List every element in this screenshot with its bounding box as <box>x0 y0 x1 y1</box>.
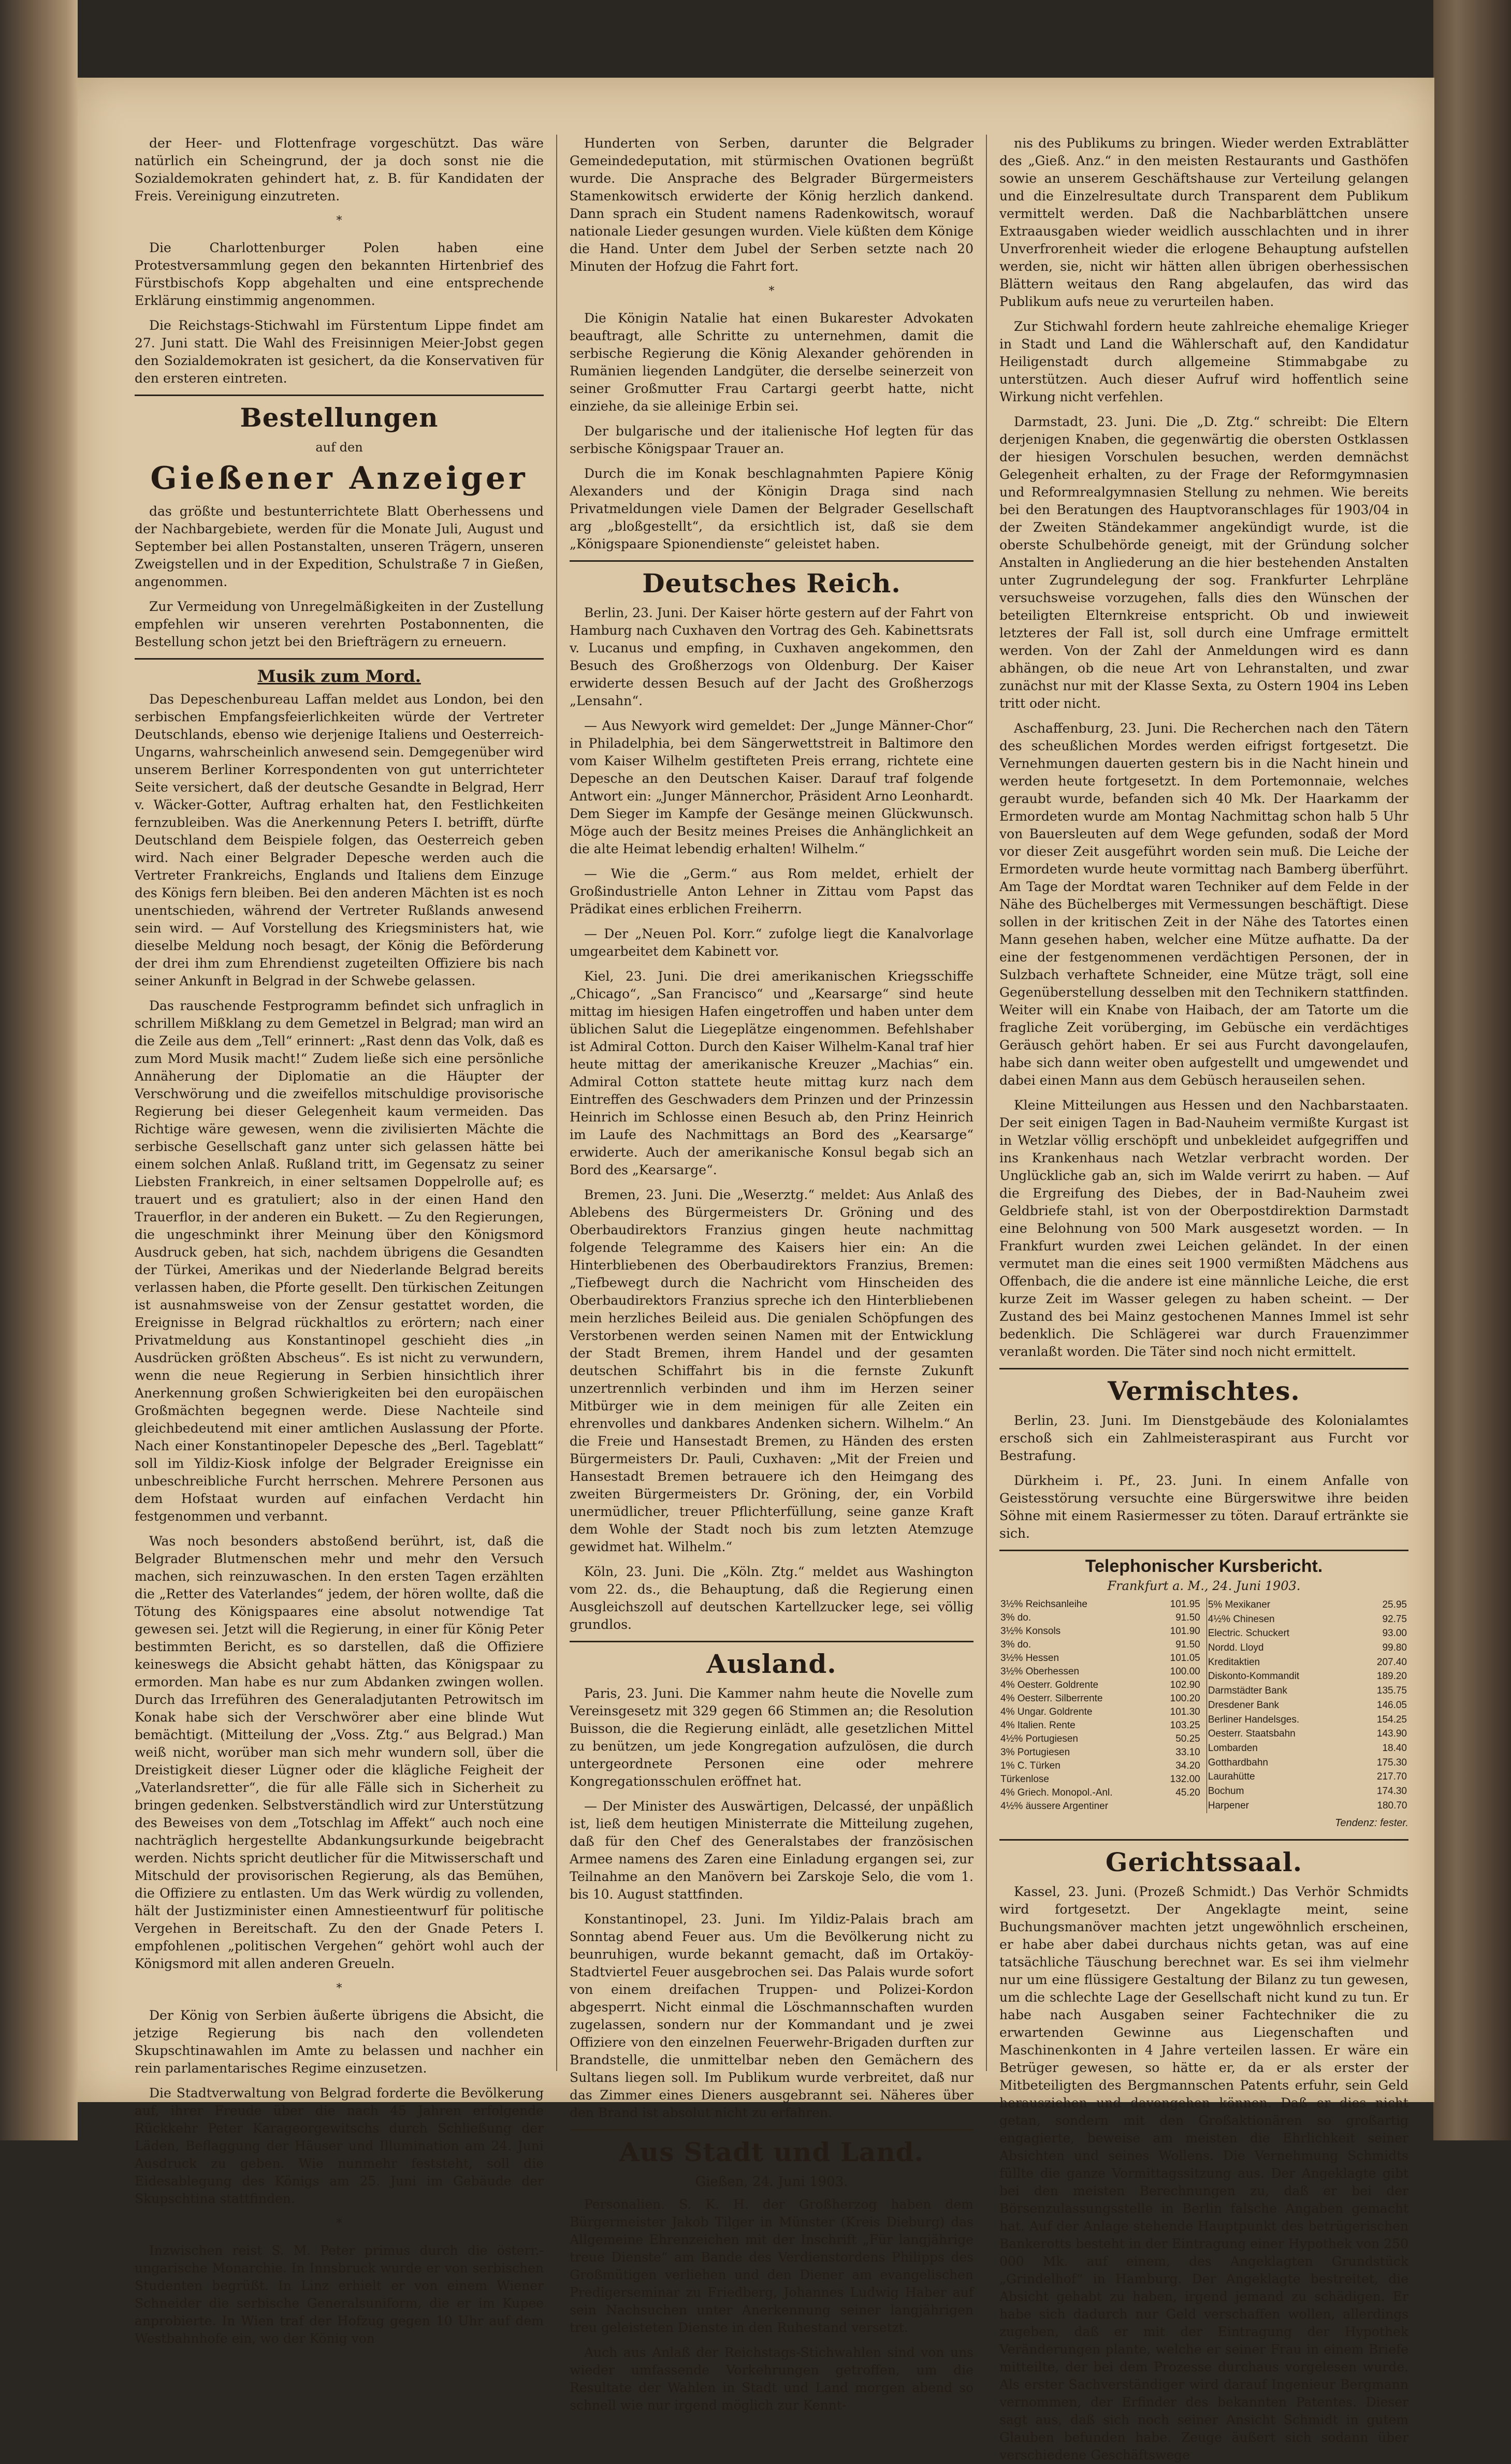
stock-row <box>999 1638 1201 1652</box>
stock-price: 143.90 <box>1376 1728 1407 1740</box>
section-rule <box>570 1641 974 1642</box>
section-rule <box>999 1550 1408 1551</box>
stock-row <box>1207 1655 1408 1670</box>
advertisement-subline: auf den <box>315 440 363 455</box>
stock-price: 50.25 <box>1175 1733 1200 1744</box>
article-paragraph: Das rauschende Festprogramm befindet sich unfraglich in schrillem Mißklang zu dem Gemetzel in Belgrad; man wird an die Zeile aus dem „Tell“ erinnert: „Rast denn das Volk, daß es zum Mord Musik macht!“ Zudem ließe sich eine persönliche Annäherung der Diplomatie an die Häupter der Verschwörung und die zweifellos mitschuldige provisorische Regierung bei dieser Gelegenheit kaum vermeiden. Das Richtige wäre gewesen, wenn die zivilisierten Mächte die serbische Gesellschaft ganz unter sich gelassen hätte bei einem solchen Anlaß. Rußland tritt, im Gegensatz zu seiner Liebsten Frankreich, in einer seltsamen Doppelrolle auf; es trauert und es gratuliert; also in der einen Hand den Trauerflor, in der anderen ein Bukett. — Zu den Regierungen, die ungeschminkt ihrer Meinung über den Königsmord Ausdruck geben, hat sich, nachdem übrigens die Gesandten der Türkei, Amerikas und der Niederlande Belgrad bereits verlassen haben, die Pforte gesellt. Den türkischen Zeitungen ist ausnahmsweise von der Zensur gestattet worden, die Ereignisse in Belgrad rückhaltlos zu erörtern; nach einer Privatmeldung aus Konstantinopel geschieht dies „in Ausdrücken größten Abscheus“. Es ist nicht zu verwundern, wenn die neue Regierung in Serbien hinsichtlich ihrer Anerkennung großen Schwierigkeiten bei den europäischen Großmächten begegnen werde. Diese Nachteile sind gleichbedeutend mit einer amtlichen Auslassung der Pforte. Nach einer Konstantinopeler Depesche des „Berl. Tageblatt“ soll im Yildiz-Kiosk infolge der Belgrader Ereignisse ein unbeschreibliche Furcht herrschen. Mehrere Personen aus dem Hofstaat wurden auf einfachen Verdacht hin festgenommen und verbannt. <box>135 998 544 1524</box>
article-paragraph: Inzwischen reist S. M. Peter primus durch die österr.-ungarische Monarchie. In Innsbruck wurde er von serbischen Studenten begrüßt. In Linz erhielt er von einem Wiener Schneider die serbische Generalsuniform, die er im Kupee anprobierte. In Wien traf der Hofzug gegen 10 Uhr auf dem Westbahnhofe ein, wo der König von <box>135 2243 544 2346</box>
stock-price <box>1157 1800 1201 1813</box>
stock-price: 34.20 <box>1175 1760 1200 1771</box>
stock-price: 101.90 <box>1170 1626 1200 1637</box>
stock-price: 135.75 <box>1376 1685 1407 1697</box>
separator-star: * <box>768 285 775 298</box>
stock-price: 91.50 <box>1175 1612 1200 1623</box>
stock-row <box>1207 1784 1408 1799</box>
stock-row <box>999 1759 1201 1773</box>
stock-row <box>999 1598 1201 1611</box>
stock-row <box>1207 1598 1408 1612</box>
article-paragraph: Durch die im Konak beschlagnahmten Papiere König Alexanders und der Königin Draga sind nach Privatmeldungen viele Damen der Belgrader Gesellschaft arg „bloßgestellt“, da ersichtlich ist, daß sie dem „Königspaare Spionendienste“ geleistet haben. <box>570 466 974 551</box>
article-paragraph: Hunderten von Serben, darunter die Belgrader Gemeindedeputation, mit stürmischen Ovationen begrüßt wurde. Die Ansprache des Belgrader Bürgermeisters Stamenkowitsch erwiderte der König herzlich dankend. Dann sprach ein Student namens Radenkowitsch, worauf nationale Lieder gesungen wurden. Viele küßten dem Könige die Hand. Unter dem Jubel der Serben setzte nach 20 Minuten der Hofzug die Fahrt fort. <box>570 136 974 274</box>
stock-row <box>999 1692 1201 1705</box>
stock-table-left <box>999 1598 1201 1813</box>
section-rule <box>570 2129 974 2131</box>
stock-row <box>999 1705 1201 1719</box>
stock-row <box>999 1652 1201 1665</box>
article-paragraph: — Aus Newyork wird gemeldet: Der „Junge Männer-Chor“ in Philadelphia, bei dem Sängerwettstreit in Baltimore den vom Kaiser Wilhelm gestifteten Preis errang, richtete eine Depesche an den Deutschen Kaiser. Darauf traf folgende Antwort ein: „Junger Männerchor, Präsident Arno Leonhardt. Dem Sieger im Kampfe der Gesänge meinen Glückwunsch. Möge auch der Besitz meines Preises die Anhänglichkeit an die alte Heimat lebendig erhalten! Wilhelm.“ <box>570 718 974 856</box>
stock-name: 3% do. <box>1000 1639 1031 1650</box>
stock-row <box>1207 1612 1408 1627</box>
book-gutter-left <box>0 0 78 2140</box>
section-heading: Ausland. <box>706 1649 837 1679</box>
stock-row <box>1207 1626 1408 1641</box>
section-heading: Aus Stadt und Land. <box>619 2137 924 2167</box>
stock-name: Gotthardbahn <box>1208 1757 1268 1768</box>
advertisement-text: Zur Vermeidung von Unregelmäßigkeiten in der Zustellung empfehlen wir unseren verehrten Postabonnenten, die Bestellung schon jetzt bei den Briefträgern zu erneuern. <box>135 599 544 649</box>
article-paragraph: Das Depeschenbureau Laffan meldet aus London, bei den serbischen Empfangsfeierlichkeiten würde der Vertreter Deutschlands, ebenso wie derjenige Italiens und Oesterreich-Ungarns, wahrscheinlich anwesend sein. Demgegenüber wird unserem Berliner Korrespondenten von gut unterrichteter Seite versichert, daß der deutsche Gesandte in Belgrad, Herr v. Wäcker-Gotter, Auftrag erhalten hat, den Festlichkeiten fernzubleiben. Was die Anerkennung Peters I. betrifft, dürfte Deutschland dem Beispiele folgen, das Oesterreich geben wird. Nach einer Belgrader Depesche werden auch die Vertreter Frankreichs, Englands und Italiens dem Einzuge des Königs fern bleiben. Bei den anderen Mächten ist es noch unentschieden, während der Vertreter Rußlands anwesend sein wird. — Auf Vorstellung des Kriegsministers hat, wie dieselbe Meldung noch besagt, der König die Beförderung der drei ihm zum Ehrendienst zugeteilten Offiziere bis nach seiner Ankunft in Belgrad in der Schwebe gelassen. <box>135 692 544 988</box>
stock-price: 33.10 <box>1175 1747 1200 1758</box>
stock-price: 103.25 <box>1170 1720 1200 1731</box>
stock-row <box>1207 1670 1408 1684</box>
stock-price: 100.00 <box>1170 1666 1200 1677</box>
article-paragraph: Die Reichstags-Stichwahl im Fürstentum Lippe findet am 27. Juni statt. Die Wahl des Freisinnigen Meier-Jobst gegen den Sozialdemokraten ist gesichert, da die Konservativen für den ersteren eintreten. <box>135 318 544 386</box>
stock-name: 1% C. Türken <box>1000 1760 1060 1771</box>
stock-row <box>1207 1756 1408 1770</box>
stock-row <box>1207 1641 1408 1655</box>
section-rule <box>999 1839 1408 1841</box>
section-rule <box>999 1368 1408 1369</box>
stock-name: 4½% Chinesen <box>1208 1613 1275 1625</box>
dateline: Gießen, 24. Juni 1903. <box>695 2174 848 2190</box>
article-paragraph: Auch aus Anlaß der Reichstags-Stichwahlen sind von uns wieder umfassende Vorkehrungen getroffen, um die Resultate der Wahlen in Stadt und Land morgen abend so schnell wie nur irgend möglich zur Kennt- <box>570 2345 974 2413</box>
article-paragraph: Dürkheim i. Pf., 23. Juni. In einem Anfalle von Geistesstörung versuchte eine Bürgerswitwe ihre beiden Söhne mit einem Rasiermesser zu töten. Darauf ertränkte sie sich. <box>999 1473 1408 1541</box>
stock-name: Electric. Schuckert <box>1208 1628 1290 1639</box>
column-divider <box>986 135 987 2071</box>
stock-name: 4½% äussere Argentiner <box>1000 1801 1109 1812</box>
stock-price: 132.00 <box>1170 1774 1200 1785</box>
stock-table-right <box>1207 1598 1408 1813</box>
section-rule <box>570 560 974 562</box>
article-paragraph: Die Charlottenburger Polen haben eine Protestversammlung gegen den bekannten Hirtenbrief des Fürstbischofs Kopp abgehalten und eine entsprechende Erklärung einstimmig angenommen. <box>135 240 544 308</box>
section-rule <box>135 658 544 660</box>
newspaper-page <box>78 78 1434 2462</box>
stock-name: Nordd. Lloyd <box>1208 1642 1264 1654</box>
stock-report-title: Telephonischer Kursbericht. <box>1085 1556 1323 1576</box>
stock-name: 5% Mexikaner <box>1208 1599 1271 1610</box>
stock-price: 180.70 <box>1377 1800 1407 1812</box>
stock-row <box>1207 1713 1408 1727</box>
stock-price: 217.70 <box>1376 1771 1407 1783</box>
section-heading: Gerichtssaal. <box>1105 1847 1303 1877</box>
article-paragraph: Köln, 23. Juni. Die „Köln. Ztg.“ meldet aus Washington vom 22. ds., die Behauptung, daß die Regierung einen Ausgleichszoll auf deutschen Kartellzucker lege, sei völlig grundlos. <box>570 1564 974 1632</box>
stock-price: 101.30 <box>1170 1707 1200 1717</box>
article-paragraph: — Wie die „Germ.“ aus Rom meldet, erhielt der Großindustrielle Anton Lehner in Zittau vom Papst das Prädikat eines erblichen Freiherrn. <box>570 866 974 916</box>
stock-price: 101.95 <box>1170 1599 1200 1610</box>
stock-name: Harpener <box>1208 1800 1249 1812</box>
stock-price: 18.40 <box>1382 1743 1407 1754</box>
article-paragraph: Darmstadt, 23. Juni. Die „D. Ztg.“ schreibt: Die Eltern derjenigen Knaben, die gegenwärtig die obersten Ostklassen der hiesigen Vorschulen besuchen, werden demnächst Gelegenheit erhalten, zu der Frage der Reformgymnasien und Reformrealgymnasien Stellung zu nehmen. Wie bereits bei den Beratungen des Hauptvoranschlages für 1903/04 in der Zweiten Ständekammer angekündigt wurde, ist die oberste Schulbehörde geneigt, mit der Gründung solcher Anstalten in Angliederung an die hier bestehenden Anstalten unter Zugrundelegung der sog. Frankfurter Lehrpläne versuchsweise vorzugehen, falls dies den Wünschen der beteiligten Elternkreise entspricht. Ob und inwieweit letzteres der Fall ist, soll durch eine Umfrage ermittelt werden. Von der Zahl der Anmeldungen wird es dann abhängen, ob die neue Art von Lehranstalten, und zwar zunächst nur mit der Klasse Sexta, zu Ostern 1904 ins Leben tritt oder nicht. <box>999 414 1408 711</box>
stock-name: Bochum <box>1208 1786 1244 1797</box>
article-paragraph: Zur Stichwahl fordern heute zahlreiche ehemalige Krieger in Stadt und Land die Wählerschaft auf, den Kandidatur Heiligenstadt durch allgemeine Stimmabgabe zu unterstützen. Auch dieser Aufruf wird hoffentlich seine Wirkung nicht verfehlen. <box>999 319 1408 404</box>
column-3 <box>999 135 1408 2462</box>
stock-name: 3½% Hessen <box>1000 1653 1059 1664</box>
stock-name: 3½% Konsols <box>1000 1626 1061 1637</box>
article-paragraph: Die Königin Natalie hat einen Bukarester Advokaten beauftragt, alle Schritte zu unternehmen, damit die serbische Regierung die König Alexander gehörenden in Rumänien liegenden Landgüter, die derselbe seinerzeit von seiner Großmutter Frau Cartargi geerbt hatte, nicht einziehe, da sie alleinige Erbin sei. <box>570 311 974 414</box>
stock-row <box>999 1719 1201 1732</box>
article-paragraph: Kleine Mitteilungen aus Hessen und den Nachbarstaaten. Der seit einigen Tagen in Bad-Nauheim vermißte Kurgast ist in Wetzlar völlig erschöpft und unbekleidet aufgegriffen und ins Krankenhaus nach Wetzlar verbracht worden. Der Unglückliche gab an, sich im Walde verirrt zu haben. — Auf die Ergreifung des Diebes, der in Bad-Nauheim zwei Geldbriefe stahl, ist von der Oberpostdirektion Darmstadt eine Belohnung von 500 Mark ausgesetzt worden. — In Frankfurt wurden zwei Leichen geländet. In der einen vermutet man die eines seit 1900 vermißten Mädchens aus Offenbach, die die andere ist eine männliche Leiche, die erst kurze Zeit im Wasser gelegen zu haben scheint. — Der Zustand des bei Mainz gestochenen Mannes Immel ist sehr bedenklich. Die Schlägerei war durch Frauenzimmer veranlaßt worden. Die Täter sind noch nicht ermittelt. <box>999 1098 1408 1359</box>
stock-row <box>1207 1727 1408 1741</box>
article-paragraph: Aschaffenburg, 23. Juni. Die Recherchen nach den Tätern des scheußlichen Mordes werden eifrigst fortgesetzt. Die Vernehmungen dauerten gestern bis in die Nacht hinein und werden heute fortgesetzt. In dem Portemonnaie, welches geraubt wurde, befanden sich 40 Mk. Der Haarkamm der Ermordeten wurde am Montag Nachmittag schon halb 5 Uhr von Bauersleuten auf dem Wege gefunden, sodaß der Mord vor dieser Zeit ausgeführt worden sein muß. Die Leiche der Ermordeten wurde heute vormittag nach Bamberg überführt. Am Tage der Mordtat waren Techniker auf dem Felde in der Nähe des Büchelberges mit Vermessungen beschäftigt. Diese sollen in der kritischen Zeit in der Nähe des Tatortes einen Mann gesehen haben, welcher eine Mütze aufhatte. Da der eine der festgenommenen verdächtigen Personen, der in Sulzbach verhaftete Schneider, eine Mütze trägt, soll eine Gegenüberstellung desselben mit den Technikern stattfinden. Weiter will ein Knabe von Haibach, der am Tatorte um die fragliche Zeit vorüberging, im Gebüsche ein verdächtiges Geräusch gehört haben. Er sei aus Furcht davongelaufen, habe sich dann weiter oben aufgestellt und umgewendet und dabei einen Mann aus dem Gebüsch herauseilen sehen. <box>999 721 1408 1088</box>
stock-name: 4% Griech. Monopol.-Anl. <box>1000 1787 1113 1798</box>
article-paragraph: Personalien. S. K. H. der Großherzog haben dem Bürgermeister Jakob Tilger in Münster (Kreis Dieburg) das Allgemeine Ehrenzeichen mit der Inschrift „Für langjährige treue Dienste“ am Bande des Verdienstordens Philipps des Großmütigen verliehen und den Diener am evangelischen Predigerseminar zu Friedberg, Johannes Ludwig Haber auf sein Nachsuchen unter Anerkennung seiner langjährigen treu geleisteten Dienste in den Ruhestand versetzt. <box>570 2197 974 2335</box>
stock-name: 4% Italien. Rente <box>1000 1720 1076 1731</box>
section-heading: Vermischtes. <box>1108 1376 1300 1406</box>
article-paragraph: Der König von Serbien äußerte übrigens die Absicht, die jetzige Regierung bis nach den vollendeten Skupschtinawahlen im Amte zu belassen und nachher ein rein parlamentarisches Regime einzusetzen. <box>135 2008 544 2076</box>
stock-row <box>1207 1741 1408 1756</box>
section-heading: Deutsches Reich. <box>642 568 901 599</box>
stock-name: Darmstädter Bank <box>1208 1685 1287 1697</box>
book-edge-right <box>1433 0 1511 2140</box>
section-rule <box>135 395 544 396</box>
column-1 <box>135 135 544 2346</box>
article-paragraph: Berlin, 23. Juni. Der Kaiser hörte gestern auf der Fahrt von Hamburg nach Cuxhaven den Vortrag des Geh. Kabinettsrats v. Lucanus und empfing, in Cuxhaven angekommen, den Besuch des Großherzogs von Oldenburg. Der Kaiser erwiderte dessen Besuch auf der Jacht des Großherzogs „Lensahn“. <box>570 605 974 708</box>
stock-report-dateline: Frankfurt a. M., 24. Juni 1903. <box>1107 1579 1301 1593</box>
stock-name: 4% Oesterr. Goldrente <box>1000 1680 1099 1690</box>
article-paragraph: der Heer- und Flottenfrage vorgeschützt. Das wäre natürlich ein Scheingrund, der ja doch sonst nie die Sozialdemokraten gehindert hat, z. B. für Kandidaten der Freis. Vereinigung einzutreten. <box>135 136 544 203</box>
article-paragraph: Bremen, 23. Juni. Die „Weserztg.“ meldet: Aus Anlaß des Ablebens des Bürgermeisters Dr. Gröning und des Oberbaudirektors Franzius gingen heute nachmittag folgende Telegramme des Kaisers hier ein: An die Hinterbliebenen des Oberbaudirektors Franzius, Bremen: „Tiefbewegt durch die Nachricht vom Hinscheiden des Oberbaudirektors Franzius spreche ich den Hinterbliebenen mein herzliches Beileid aus. Die genialen Schöpfungen des Verstorbenen werden seinen Namen mit der Entwicklung der Stadt Bremen, ihrem Handel und der gesamten deutschen Schiffahrt bis in die fernste Zukunft unzertrennlich verbinden und ihm im Herzen seiner Mitbürger wie in dem meinigen für alle Zeiten ein ehrenvolles und dankbares Andenken sichern. Wilhelm.“ An die Freie und Hansestadt Bremen, zu Händen des ersten Bürgermeisters Dr. Pauli, Cuxhaven: „Mit der Freien und Hansestadt Bremen betrauere ich den Heimgang des zweiten Bürgermeisters Dr. Gröning, der, ein Vorbild unermüdlicher, treuer Pflichterfüllung, seine ganze Kraft dem Wohle der Stadt noch bis zum letzten Atemzuge gewidmet hat. Wilhelm.“ <box>570 1187 974 1554</box>
stock-name: 3% Portugiesen <box>1000 1747 1070 1758</box>
article-paragraph: Paris, 23. Juni. Die Kammer nahm heute die Novelle zum Vereinsgesetz mit 329 gegen 66 Stimmen an; die Resolution Buisson, die die Regierung einlädt, alle gesetzlichen Mittel zu benützen, um jede Kongregation aufzulösen, die durch untergeordnete Personen eine oder mehrere Kongregationsschulen eröffnet hat. <box>570 1686 974 1789</box>
stock-name: Lombarden <box>1208 1743 1258 1754</box>
stock-price: 45.20 <box>1175 1787 1200 1798</box>
stock-row <box>999 1679 1201 1692</box>
stock-name: 3% do. <box>1000 1612 1031 1623</box>
stock-price: 91.50 <box>1175 1639 1200 1650</box>
stock-price: 100.20 <box>1170 1693 1200 1704</box>
stock-name: Laurahütte <box>1208 1771 1255 1783</box>
stock-row <box>999 1611 1201 1625</box>
stock-price: 99.80 <box>1382 1642 1407 1654</box>
stock-name: 4½% Portugiesen <box>1000 1733 1078 1744</box>
advertisement-text: das größte und bestunterrichtete Blatt Oberhessens und der Nachbargebiete, werden für die Monate Juli, August und September bei allen Postanstalten, unseren Trägern, unseren Zweigstellen und in der Expedition, Schulstraße 7 in Gießen, angenommen. <box>135 504 544 589</box>
article-paragraph: — Der Minister des Auswärtigen, Delcassé, der unpäßlich ist, ließ dem heutigen Ministerrate die Mitteilung zugehen, daß für den Chef des Generalstabes der französischen Armee namens des Zaren eine Einladung ergangen sei, zur Teilnahme an den Manövern bei Zarskoje Selo, die vom 1. bis 10. August stattfinden. <box>570 1799 974 1902</box>
stock-row <box>999 1732 1201 1746</box>
article-paragraph: — Der „Neuen Pol. Korr.“ zufolge liegt die Kanalvorlage umgearbeitet dem Kabinett vor. <box>570 926 974 959</box>
stock-name: Diskonto-Kommandit <box>1208 1671 1300 1682</box>
stock-price: 154.25 <box>1376 1714 1407 1725</box>
stock-row <box>999 1746 1201 1759</box>
stock-row <box>1207 1684 1408 1698</box>
article-paragraph: Kassel, 23. Juni. (Prozeß Schmidt.) Das Verhör Schmidts wird fortgesetzt. Der Angeklagte meint, seine Buchungsmanöver machten jetzt ungewöhnlich erscheinen, er habe aber dabei durchaus nichts getan, was auf eine tatsächliche Täuschung berechnet war. Es sei ihm vielmehr nur um eine flüssigere Gestaltung der Bilanz zu tun gewesen, um die schlechte Lage der Gesellschaft nicht kund zu tun. Er habe nach Ausgaben seiner Fachtechniker die zu erwartenden Gewinne aus Liegenschaften und Maschinenkonten in 4 Jahre verteilen lassen. Er wäre ein Betrüger gewesen, so hätte er, da er als erster der Mitbeteiligten des Bergmannschen Patents erfuhr, sein Geld herausziehen und davongehen können. Daß er dies nicht getan, sondern mit den Großaktionären so großartig engagierte, beweise am meisten die Ehrlichkeit seiner Absichten und seines Wollens. Die Vernehmung Schmidts füllte die ganze Vormittagssitzung aus. Der Angeklagte gibt bei den meisten Berechnungen zu, daß er bei der Börsenzulassungsstelle in Berlin falsche Angaben gemacht hat. Auf der Anlage stehende Hauptpunkt des betrügerischen Bankerotts besteht in der Eintragung einer Hypothek von 250 000 Mk. auf einem, des Angeklagten Grundstück „Grindelhof“ in Hamburg. Der Angeklagte bestreitet, die Absicht gehabt zu haben, irgend jemand zu schädigen. Er habe sich dadurch nur Geld verschaffen wollen, allerdings zugeben, daß er mit der Eintragung der Hypothek Veränderungen plante, welche er seiner Frau in einem Briefe mitteilte, der bei dem Prozesse durchaus vorgelesen wurde. Als erster Sachverständiger wird darauf Ingenieur Bergmann vernommen, der Erfinder des bekannten Patentes. Dieser sagt aus, daß sich noch seiner Ansicht Schmidt in gutem Glauben befunden habe. Zeuge äußert sich sodann über verschiedene Geschäftswege <box>999 1884 1408 2462</box>
stock-price: 102.90 <box>1170 1680 1200 1690</box>
stock-row <box>1207 1698 1408 1713</box>
stock-row <box>999 1773 1201 1786</box>
stock-price: 175.30 <box>1376 1757 1407 1768</box>
article-paragraph: Berlin, 23. Juni. Im Dienstgebäude des Kolonialamtes erschoß sich ein Zahlmeisteraspirant aus Furcht vor Bestrafung. <box>999 1413 1408 1463</box>
stock-price: 207.40 <box>1376 1656 1407 1668</box>
stock-row <box>999 1625 1201 1638</box>
article-paragraph: Was noch besonders abstoßend berührt, ist, daß die Belgrader Blutmenschen mehr und mehr den Versuch machen, sich reinzuwaschen. In den ersten Tagen erzählten die „Retter des Vaterlandes“ jedem, der hören wollte, daß die Tötung des Königspaares eine absolut notwendige Tat gewesen sei. Jetzt will die Regierung, in einer für König Peter bestimmten Bericht, es so darstellen, daß die Offiziere keineswegs die Absicht gehabt hätten, das Königspaar zu ermorden. Man habe es nur zum Abdanken zwingen wollen. Durch das Irreführen des Generaladjutanten Petrowitsch im Konak habe sich der Verschwörer aber eine blinde Wut bemächtigt. (Mitteilung der „Voss. Ztg.“ aus Belgrad.) Man weiß nicht, worüber man sich mehr wundern soll, über die Dreistigkeit dieser Lügner oder die klägliche Feigheit der „Vaterlandsretter“, die für alle Fälle sich in Sicherheit zu bringen gedenken. Selbstverständlich wird zur Unterstützung des Beweises von dem „Totschlag im Affekt“ auch noch eine nachträglich hergestellte Abdankungsurkunde beigebracht werden. Nichts spricht deutlicher für die Mitwisserschaft und Mitschuld der provisorischen Regierung, als das Bemühen, die Offiziere zu entlasten. Um das Werk würdig zu vollenden, hält der Justizminister einen Amnestieentwurf für politische Vergehen in Bereitschaft. Zu den der Gnade Peters I. empfohlenen „politischen Vergehen“ gehört wohl auch der Königsmord mit allen anderen Greueln. <box>135 1534 544 1971</box>
separator-star: * <box>336 2217 342 2230</box>
article-paragraph: Der bulgarische und der italienische Hof legten für das serbische Königspaar Trauer an. <box>570 424 974 456</box>
stock-name: 4% Oesterr. Silberrente <box>1000 1693 1103 1704</box>
stock-name: Berliner Handelsges. <box>1208 1714 1300 1725</box>
stock-price: 25.95 <box>1382 1599 1407 1610</box>
stock-row <box>999 1800 1201 1813</box>
article-paragraph: Kiel, 23. Juni. Die drei amerikanischen Kriegsschiffe „Chicago“, „San Francisco“ und „Kearsarge“ sind heute mittag im hiesigen Hafen eingetroffen und haben unter dem üblichen Salut die Liegeplätze eingenommen. Befehlshaber ist Admiral Cotton. Durch den Kaiser Wilhelm-Kanal traf hier heute mittag der amerikanische Kreuzer „Machias“ ein. Admiral Cotton stattete heute mittag kurz nach dem Eintreffen des Geschwaders dem Prinzen und der Prinzessin Heinrich im Schlosse einen Besuch ab, den Prinz Heinrich im Laufe des Nachmittags an Bord des „Kearsarge“ erwiderte. Auch der amerikanische Konsul begab sich an Bord des „Kearsarge“. <box>570 969 974 1177</box>
article-paragraph: nis des Publikums zu bringen. Wieder werden Extrablätter des „Gieß. Anz.“ in den meisten Restaurants und Gasthöfen sowie an unserem Geschäftshause zur Verteilung gelangen und die Einzelresultate durch Transparent dem Publikum vermittelt werden. Daß die Nachbarblättchen unsere Extraausgaben wieder weidlich ausschlachten und in ihrer Unverfrorenheit wieder die erlogene Behauptung aufstellen werden, sie, nicht wir hätten allen übrigen oberhessischen Blättern weitaus den Rang abgelaufen, das wird das Publikum aufs neue zu verurteilen haben. <box>999 136 1408 309</box>
column-divider <box>556 135 557 2071</box>
article-paragraph: Konstantinopel, 23. Juni. Im Yildiz-Palais brach am Sonntag abend Feuer aus. Um die Bevölkerung nicht zu beunruhigen, wurde bekannt gemacht, daß im Ortaköy-Stadtviertel Feuer ausgebrochen sei. Das Palais wurde sofort von einem dreifachen Truppen- und Polizei-Kordon abgesperrt. Nicht einmal die Löschmannschaften wurden zugelassen, sondern nur der Kommandant und je zwei Offiziere von den einzelnen Feuerwehr-Brigaden durften zur Brandstelle, die unmittelbar neben den Gemächern des Sultans liegen soll. Im Publikum wurde verbreitet, daß nur das Zimmer eines Dieners ausgebrannt sei. Näheres über den Brand ist absolut nicht zu erfahren. <box>570 1912 974 2120</box>
stock-name: 3½% Reichsanleihe <box>1000 1599 1087 1610</box>
stock-name: Kreditaktien <box>1208 1656 1260 1668</box>
stock-row <box>999 1786 1201 1800</box>
column-2 <box>570 135 974 2413</box>
section-heading: Musik zum Mord. <box>257 666 421 686</box>
stock-price: 189.20 <box>1376 1671 1407 1682</box>
newspaper-name: Gießener Anzeiger <box>150 460 528 497</box>
stock-name: Türkenlose <box>1000 1774 1049 1785</box>
stock-name: Oesterr. Staatsbahn <box>1208 1728 1296 1740</box>
advertisement-title: Bestellungen <box>240 402 439 433</box>
stock-price: 101.05 <box>1170 1653 1200 1664</box>
stock-tendency: Tendenz: fester. <box>1335 1817 1408 1829</box>
article-paragraph: Die Stadtverwaltung von Belgrad forderte die Bevölkerung auf, ihrer Freude über die nach 45 Jahren erfolgende Rückkehr Peter Karageorgewitschs durch Schließung der Läden, Beflaggung der Häuser und Illumination am 24. Juni Ausdruck zu geben. Wie nunmehr feststeht, soll die Eidesablegung des Königs am 25. Juni im Gebäude der Skupschtina stattfinden. <box>135 2086 544 2206</box>
stock-row <box>1207 1799 1408 1813</box>
stock-price: 93.00 <box>1382 1628 1407 1639</box>
stock-report-table <box>999 1598 1408 1813</box>
stock-name: 3½% Oberhessen <box>1000 1666 1080 1677</box>
stock-price: 146.05 <box>1376 1699 1407 1711</box>
separator-star: * <box>336 1982 342 1995</box>
stock-price: 92.75 <box>1382 1613 1407 1625</box>
separator-star: * <box>336 214 342 227</box>
stock-row <box>999 1665 1201 1679</box>
stock-name: Dresdener Bank <box>1208 1699 1280 1711</box>
stock-price: 174.30 <box>1376 1786 1407 1797</box>
stock-row <box>1207 1770 1408 1785</box>
stock-name: 4% Ungar. Goldrente <box>1000 1707 1093 1717</box>
